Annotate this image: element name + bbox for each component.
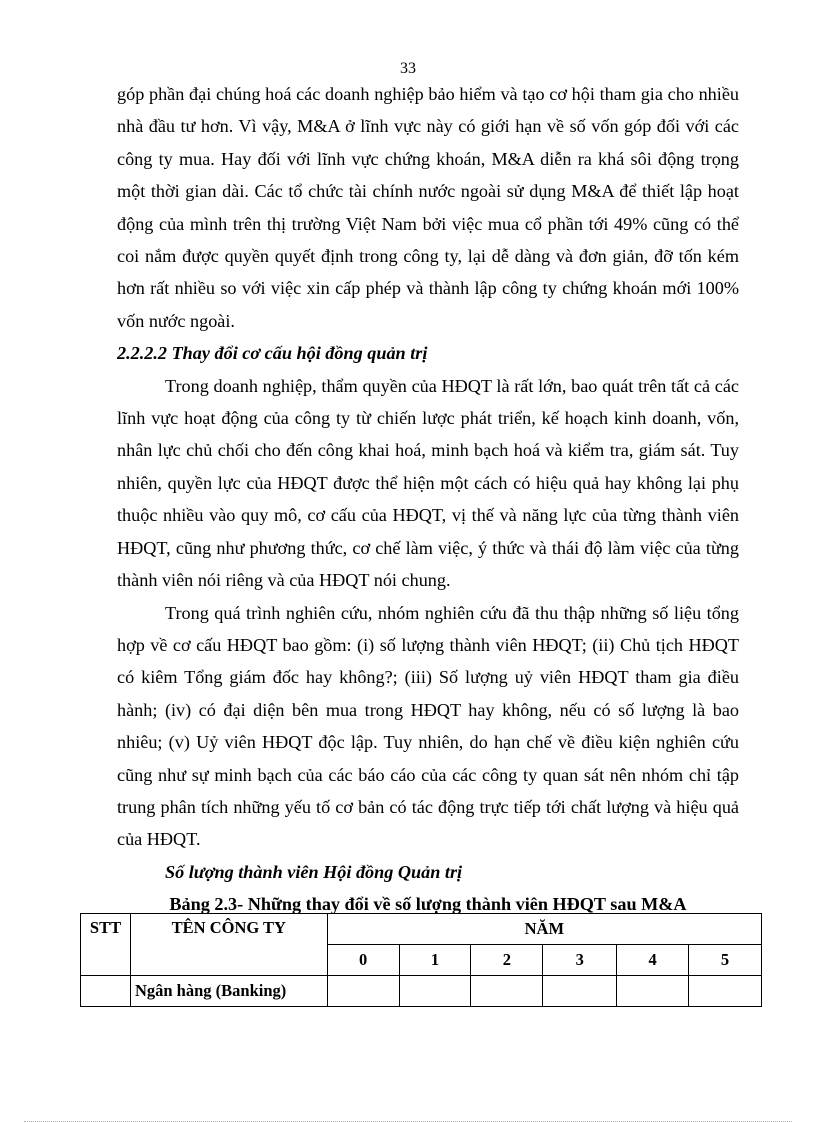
year-cell: 2: [471, 945, 543, 976]
year-cell: 0: [327, 945, 399, 976]
table-row: [81, 976, 762, 1007]
stt-cell: [81, 976, 131, 1007]
table-caption: Bảng 2.3- Những thay đổi về số lượng thành viên HĐQT sau M&A: [169, 894, 687, 915]
page-number: 33: [400, 60, 416, 77]
value-cell: [617, 976, 689, 1007]
paragraph-hdqt-authority: Trong doanh nghiệp, thẩm quyền của HĐQT là rất lớn, bao quát trên tất cả các lĩnh vực hoạt động của công ty từ chiến lược phát triển, kế hoạch kinh doanh, vốn, nhân lực chủ chối cho đến công khai hoá, minh bạch hoá và kiểm tra, giám sát. Tuy nhiên, quyền lực của HĐQT được thể hiện một cách có hiệu quả hay không lại phụ thuộc nhiều vào quy mô, cơ cấu của HĐQT, vị thế và năng lực của từng thành viên HĐQT, cũng như phương thức, cơ chế làm việc, ý thức và thái độ làm việc của từng thành viên nói riêng và của HĐQT nói chung.: [117, 375, 739, 591]
subsection-heading: Số lượng thành viên Hội đồng Quản trị: [165, 861, 463, 882]
document-body: [117, 78, 739, 921]
intro-paragraph: góp phần đại chúng hoá các doanh nghiệp bảo hiểm và tạo cơ hội tham gia cho nhiều nhà đầu tư hơn. Vì vậy, M&A ở lĩnh vực này có giới hạn về số vốn góp đối với các công ty mua. Hay đối với lĩnh vực chứng khoán, M&A diễn ra khá sôi động trọng một thời gian dài. Các tổ chức tài chính nước ngoài sử dụng M&A để thiết lập hoạt động của mình trên thị trường Việt Nam bởi việc mua cổ phần tới 49% cũng có thể coi nắm được quyền quyết định trong công ty, lại dễ dàng và đơn giản, đỡ tốn kém hơn rất nhiều so với việc xin cấp phép và thành lập công ty chứng khoán mới 100% vốn nước ngoài.: [117, 84, 739, 331]
header-company-name: TÊN CÔNG TY: [130, 914, 327, 976]
year-cell: 3: [543, 945, 617, 976]
value-cell: [471, 976, 543, 1007]
company-cell: Ngân hàng (Banking): [130, 976, 327, 1007]
board-size-table: [80, 913, 762, 1007]
value-cell: [543, 976, 617, 1007]
header-year: NĂM: [327, 914, 761, 945]
table-header-row: [81, 914, 762, 945]
page-bottom-divider: [24, 1121, 792, 1122]
year-cell: 1: [399, 945, 471, 976]
year-cell: 4: [617, 945, 689, 976]
value-cell: [399, 976, 471, 1007]
header-stt: STT: [81, 914, 131, 976]
paragraph-research-data: Trong quá trình nghiên cứu, nhóm nghiên cứu đã thu thập những số liệu tổng hợp về cơ cấu HĐQT bao gồm: (i) số lượng thành viên HĐQT; (ii) Chủ tịch HĐQT có kiêm Tổng giám đốc hay không?; (iii) Số lượng uỷ viên HĐQT tham gia điều hành; (iv) có đại diện bên mua trong HĐQT hay không, nếu có số lượng là bao nhiêu; (v) Uỷ viên HĐQT độc lập. Tuy nhiên, do hạn chế về điều kiện nghiên cứu cũng như sự minh bạch của các báo cáo của các công ty quan sát nên nhóm chỉ tập trung phân tích những yếu tố cơ bản có tác động trực tiếp tới chất lượng và hiệu quả của HĐQT.: [117, 602, 739, 850]
section-heading: 2.2.2.2 Thay đổi cơ cấu hội đồng quản trị: [117, 343, 428, 364]
value-cell: [689, 976, 762, 1007]
value-cell: [327, 976, 399, 1007]
year-cell: 5: [689, 945, 762, 976]
